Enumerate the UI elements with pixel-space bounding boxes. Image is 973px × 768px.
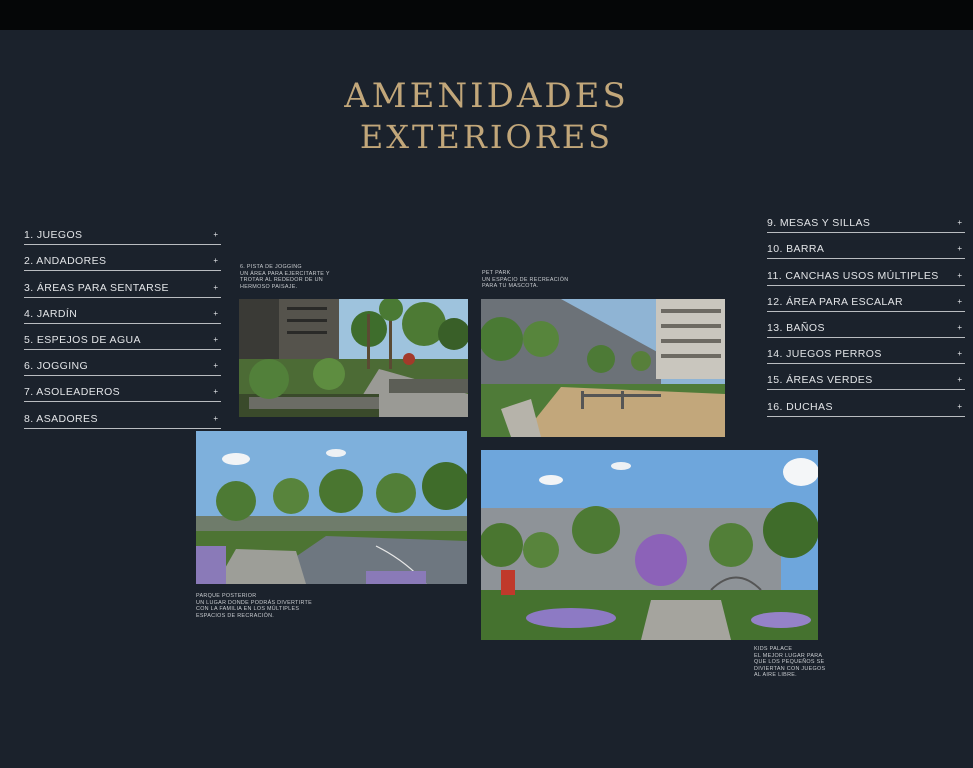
caption-line: DIVIERTAN CON JUEGOS (754, 665, 826, 672)
caption-line: TROTAR AL REDEDOR DE UN (240, 277, 323, 284)
amenity-right-item (767, 207, 965, 233)
amenity-label: 11. CANCHAS USOS MÚLTIPLES (767, 269, 939, 282)
caption-line: 6. PISTA DE JOGGING (240, 264, 302, 270)
caption-line: UN LUGAR DONDE PODRÁS DIVERTIRTE (196, 599, 313, 606)
amenities-list-right (767, 207, 965, 417)
amenity-label: 10. BARRA (767, 243, 825, 256)
caption-line: PET PARK (482, 270, 511, 276)
amenity-left-item (24, 350, 221, 376)
amenity-label: 16. DUCHAS (767, 400, 833, 413)
plus-icon: + (957, 218, 962, 228)
plus-icon: + (213, 334, 218, 344)
caption-kids-palace (754, 646, 825, 679)
plus-icon: + (957, 296, 962, 306)
amenity-label: 8. ASADORES (24, 412, 98, 425)
photo-kids-palace (481, 450, 818, 640)
caption-pet-park (482, 270, 568, 290)
plus-icon: + (213, 256, 218, 266)
amenity-left-item (24, 245, 221, 271)
amenity-label: 5. ESPEJOS DE AGUA (24, 333, 141, 346)
amenity-right-item (767, 233, 965, 259)
amenity-left-item (24, 402, 221, 428)
amenity-left-item (24, 324, 221, 350)
caption-line: KIDS PALACE (754, 646, 793, 652)
plus-icon: + (957, 270, 962, 280)
caption-line: ESPACIOS DE RECRACIÓN. (196, 612, 275, 619)
amenity-left-item (24, 271, 221, 297)
plus-icon: + (957, 401, 962, 411)
plus-icon: + (957, 244, 962, 254)
amenity-label: 13. BAÑOS (767, 321, 825, 334)
amenity-label: 6. JOGGING (24, 360, 89, 373)
caption-line: UN ÁREA PARA EJERCITARTE Y (240, 270, 330, 277)
photo-parque-posterior (196, 431, 467, 584)
caption-line: CON LA FAMILIA EN LOS MÚLTIPLES (196, 606, 300, 613)
amenity-label: 14. JUEGOS PERROS (767, 348, 882, 361)
plus-icon: + (213, 413, 218, 423)
plus-icon: + (213, 361, 218, 371)
page-title-line2: EXTERIORES (359, 118, 614, 156)
page-title-line1: AMENIDADES (344, 76, 629, 116)
amenity-label: 1. JUEGOS (24, 229, 83, 242)
amenity-label: 4. JARDÍN (24, 307, 78, 320)
amenity-label: 2. ANDADORES (24, 255, 107, 268)
amenities-list-left (24, 219, 221, 429)
caption-parque-posterior (196, 593, 312, 619)
caption-line: HERMOSO PAISAJE. (240, 283, 298, 290)
plus-icon: + (213, 308, 218, 318)
amenity-left-item (24, 376, 221, 402)
amenity-label: 3. ÁREAS PARA SENTARSE (24, 281, 169, 294)
amenity-right-item (767, 364, 965, 390)
plus-icon: + (213, 282, 218, 292)
amenity-right-item (767, 338, 965, 364)
amenity-label: 9. MESAS Y SILLAS (767, 217, 871, 230)
amenity-left-item (24, 219, 221, 245)
plus-icon: + (957, 349, 962, 359)
amenity-right-item (767, 286, 965, 312)
top-black-bar (0, 0, 973, 30)
caption-line: PARQUE POSTERIOR (196, 593, 257, 599)
caption-line: PARA TU MASCOTA. (482, 283, 539, 290)
amenity-left-item (24, 298, 221, 324)
amenity-right-item (767, 390, 965, 416)
caption-jogging (240, 264, 330, 290)
caption-line: QUE LOS PEQUEÑOS SE (754, 659, 825, 666)
plus-icon: + (957, 322, 962, 332)
photo-jogging-track (239, 299, 468, 417)
amenity-label: 7. ASOLEADEROS (24, 386, 121, 399)
plus-icon: + (213, 387, 218, 397)
caption-line: EL MEJOR LUGAR PARA (754, 652, 823, 659)
amenity-label: 12. ÁREA PARA ESCALAR (767, 295, 904, 308)
caption-line: UN ESPACIO DE RECREACIÓN (482, 276, 569, 283)
photo-pet-park (481, 299, 725, 437)
plus-icon: + (957, 375, 962, 385)
caption-line: AL AIRE LIBRE. (754, 672, 797, 679)
plus-icon: + (213, 230, 218, 240)
amenity-right-item (767, 259, 965, 285)
amenity-right-item (767, 312, 965, 338)
amenity-label: 15. ÁREAS VERDES (767, 374, 873, 387)
